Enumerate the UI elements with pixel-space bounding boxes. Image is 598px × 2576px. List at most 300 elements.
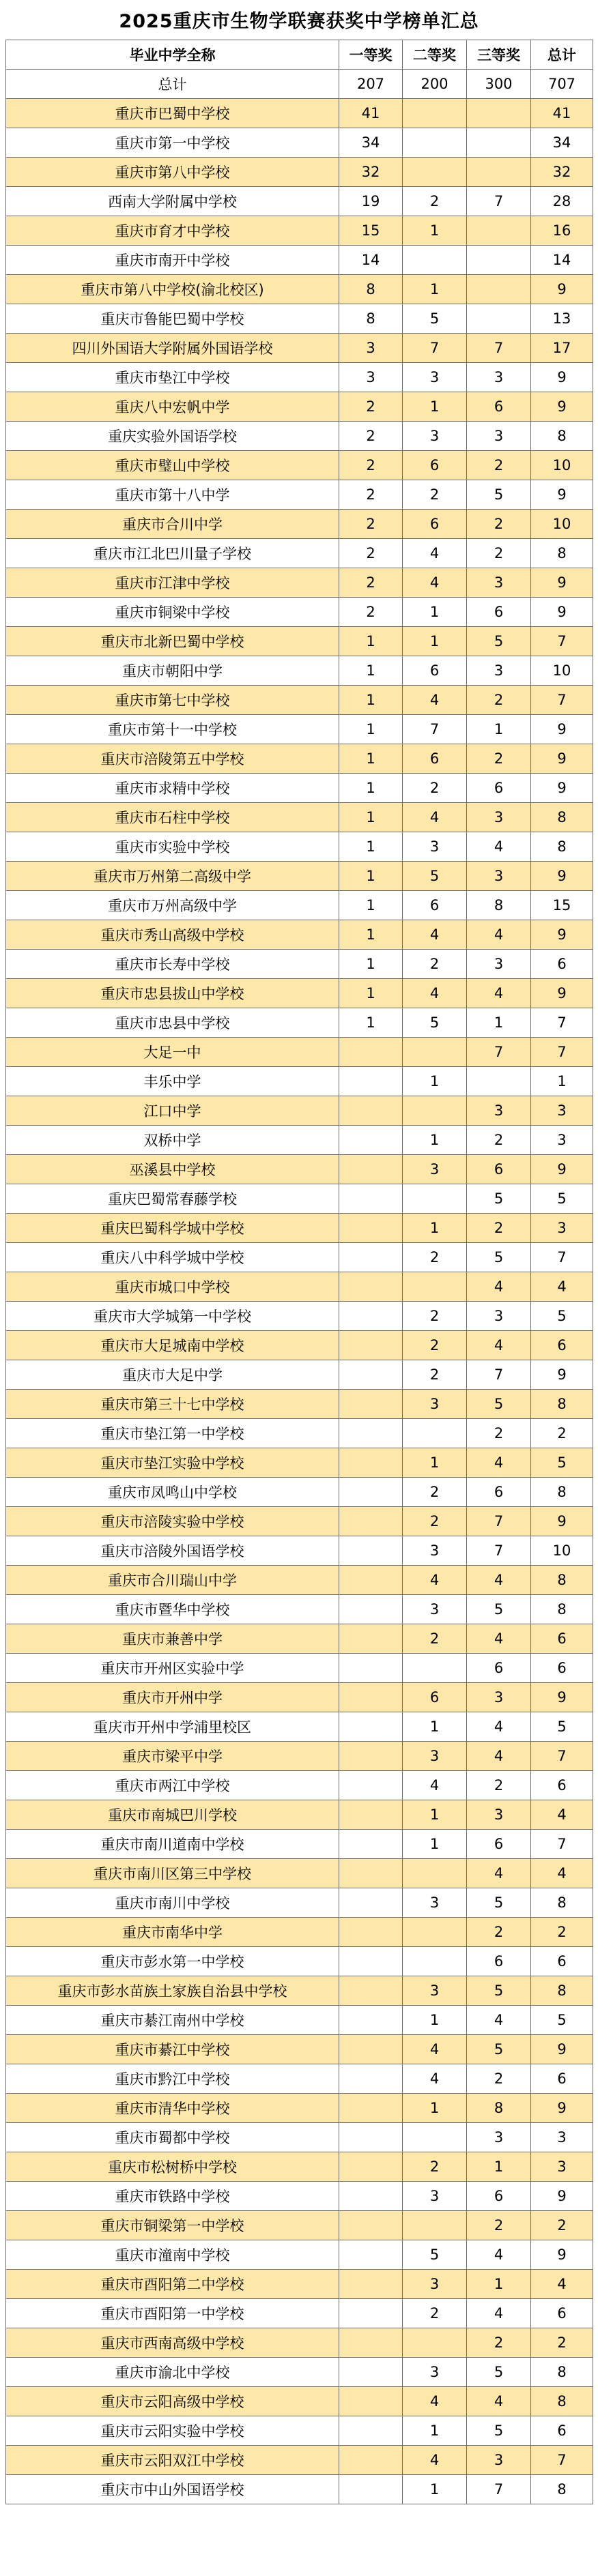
school-name: 重庆市合川中学 <box>6 510 339 539</box>
school-name: 重庆市开州区实验中学 <box>6 1654 339 1683</box>
first-prize-count <box>339 2035 403 2064</box>
second-prize-count: 4 <box>403 539 467 568</box>
third-prize-count: 2 <box>467 539 531 568</box>
third-prize-count: 2 <box>467 1771 531 1800</box>
total-count: 10 <box>531 451 593 480</box>
third-prize-count: 2 <box>467 1214 531 1243</box>
first-prize-count <box>339 2328 403 2358</box>
first-prize-count <box>339 2299 403 2328</box>
first-prize-count <box>339 2064 403 2094</box>
second-prize-count: 2 <box>403 1243 467 1272</box>
table-row <box>6 275 593 304</box>
total-count: 5 <box>531 1448 593 1478</box>
third-prize-count: 5 <box>467 1390 531 1419</box>
total-count: 28 <box>531 187 593 216</box>
school-name: 重庆市垫江实验中学校 <box>6 1448 339 1478</box>
total-count: 9 <box>531 2094 593 2123</box>
table-row <box>6 1683 593 1712</box>
first-prize-count: 2 <box>339 480 403 510</box>
third-prize-count: 5 <box>467 1595 531 1624</box>
first-prize-count: 1 <box>339 979 403 1008</box>
first-prize-count <box>339 1947 403 1976</box>
table-row <box>6 1595 593 1624</box>
table-row <box>6 568 593 598</box>
school-name: 重庆市求精中学校 <box>6 774 339 803</box>
second-prize-count: 1 <box>403 1448 467 1478</box>
total-count: 2 <box>531 2328 593 2358</box>
second-prize-count <box>403 158 467 187</box>
table-row <box>6 598 593 627</box>
total-count: 9 <box>531 480 593 510</box>
school-name: 重庆市云阳高级中学校 <box>6 2387 339 2416</box>
school-name: 重庆市铜梁第一中学校 <box>6 2211 339 2240</box>
third-prize-count <box>467 1067 531 1096</box>
third-prize-count: 6 <box>467 392 531 422</box>
table-row <box>6 1830 593 1859</box>
table-row <box>6 1184 593 1214</box>
first-prize-count: 3 <box>339 334 403 363</box>
first-prize-count <box>339 1478 403 1507</box>
total-count: 3 <box>531 2123 593 2152</box>
third-prize-count: 4 <box>467 2006 531 2035</box>
third-prize-count: 4 <box>467 1859 531 1888</box>
first-prize-count <box>339 2358 403 2387</box>
first-prize-count: 3 <box>339 363 403 392</box>
table-row <box>6 1155 593 1184</box>
total-count: 9 <box>531 1360 593 1390</box>
third-prize-count: 2 <box>467 1918 531 1947</box>
first-prize-count <box>339 1448 403 1478</box>
second-prize-count: 3 <box>403 1976 467 2006</box>
third-prize-count: 2 <box>467 2328 531 2358</box>
second-prize-count: 4 <box>403 2064 467 2094</box>
table-row <box>6 1419 593 1448</box>
school-name: 重庆市实验中学校 <box>6 832 339 862</box>
school-name: 重庆市大足中学 <box>6 1360 339 1390</box>
first-prize-count: 2 <box>339 539 403 568</box>
total-count: 9 <box>531 2240 593 2270</box>
school-name: 重庆市彭水苗族土家族自治县中学校 <box>6 1976 339 2006</box>
total-count: 2 <box>531 1419 593 1448</box>
table-row <box>6 1272 593 1302</box>
second-prize-count: 6 <box>403 1683 467 1712</box>
second-prize-count: 6 <box>403 656 467 686</box>
first-prize-count <box>339 1302 403 1331</box>
table-row <box>6 2358 593 2387</box>
third-prize-count: 5 <box>467 1243 531 1272</box>
second-prize-count: 4 <box>403 979 467 1008</box>
second-prize-count <box>403 1918 467 1947</box>
total-sum: 707 <box>531 70 593 99</box>
school-name: 重庆市蜀都中学校 <box>6 2123 339 2152</box>
total-count: 6 <box>531 1947 593 1976</box>
school-name: 重庆市渝北中学校 <box>6 2358 339 2387</box>
second-prize-count: 6 <box>403 891 467 920</box>
first-prize-count: 1 <box>339 627 403 656</box>
first-prize-count <box>339 2387 403 2416</box>
school-name: 重庆市开州中学浦里校区 <box>6 1712 339 1742</box>
second-prize-count: 3 <box>403 422 467 451</box>
third-prize-count: 2 <box>467 686 531 715</box>
second-prize-count <box>403 2123 467 2152</box>
table-row <box>6 1096 593 1126</box>
first-prize-count: 34 <box>339 128 403 158</box>
school-name: 重庆市垫江中学校 <box>6 363 339 392</box>
third-prize-count <box>467 275 531 304</box>
second-prize-count: 3 <box>403 363 467 392</box>
total-count: 14 <box>531 246 593 275</box>
third-prize-count: 1 <box>467 715 531 744</box>
table-row <box>6 187 593 216</box>
school-name: 重庆市万州第二高级中学 <box>6 862 339 891</box>
third-prize-count: 8 <box>467 2094 531 2123</box>
second-prize-count: 3 <box>403 1742 467 1771</box>
school-name: 重庆市璧山中学校 <box>6 451 339 480</box>
third-prize-count: 5 <box>467 2035 531 2064</box>
third-prize-count: 4 <box>467 1448 531 1478</box>
table-row <box>6 334 593 363</box>
total-count: 3 <box>531 1096 593 1126</box>
table-row <box>6 715 593 744</box>
table-row <box>6 1390 593 1419</box>
third-prize-count: 4 <box>467 1712 531 1742</box>
third-prize-count: 7 <box>467 334 531 363</box>
second-prize-count: 1 <box>403 1830 467 1859</box>
second-prize-count <box>403 1947 467 1976</box>
school-name: 重庆市第一中学校 <box>6 128 339 158</box>
table-row <box>6 1800 593 1830</box>
total-count: 8 <box>531 1390 593 1419</box>
first-prize-count <box>339 1067 403 1096</box>
total-count: 6 <box>531 1771 593 1800</box>
third-prize-count: 5 <box>467 1888 531 1918</box>
total-count: 8 <box>531 832 593 862</box>
award-table <box>5 40 593 2504</box>
third-prize-count: 3 <box>467 1302 531 1331</box>
first-prize-count <box>339 1155 403 1184</box>
second-prize-count: 1 <box>403 1214 467 1243</box>
third-prize-count: 3 <box>467 1683 531 1712</box>
second-prize-count: 2 <box>403 1478 467 1507</box>
third-prize-count: 7 <box>467 1038 531 1067</box>
second-prize-count <box>403 1859 467 1888</box>
total-count: 6 <box>531 2299 593 2328</box>
summary-sheet <box>5 0 593 2504</box>
table-row <box>6 2416 593 2446</box>
total-count: 3 <box>531 1126 593 1155</box>
total-count: 9 <box>531 1155 593 1184</box>
table-row <box>6 2211 593 2240</box>
total-count: 6 <box>531 1624 593 1654</box>
third-prize-count: 1 <box>467 1008 531 1038</box>
school-name: 重庆市鲁能巴蜀中学校 <box>6 304 339 334</box>
total-count: 41 <box>531 99 593 128</box>
first-prize-count <box>339 1096 403 1126</box>
total-count: 10 <box>531 510 593 539</box>
table-row <box>6 1038 593 1067</box>
total-count: 9 <box>531 862 593 891</box>
second-prize-count: 2 <box>403 1507 467 1536</box>
second-prize-count: 4 <box>403 1566 467 1595</box>
table-row <box>6 1624 593 1654</box>
first-prize-count: 2 <box>339 451 403 480</box>
table-row <box>6 1888 593 1918</box>
first-prize-count <box>339 1331 403 1360</box>
table-row <box>6 803 593 832</box>
first-prize-count: 2 <box>339 510 403 539</box>
table-row <box>6 216 593 246</box>
total-count: 6 <box>531 2064 593 2094</box>
total-count: 9 <box>531 744 593 774</box>
total-count: 13 <box>531 304 593 334</box>
table-row <box>6 1360 593 1390</box>
first-prize-count <box>339 1272 403 1302</box>
second-prize-count: 3 <box>403 1536 467 1566</box>
total-third: 300 <box>467 70 531 99</box>
school-name: 重庆市江北巴川量子学校 <box>6 539 339 568</box>
first-prize-count: 1 <box>339 774 403 803</box>
table-row <box>6 2094 593 2123</box>
total-count: 8 <box>531 422 593 451</box>
table-row <box>6 1947 593 1976</box>
total-count: 6 <box>531 1654 593 1683</box>
first-prize-count: 32 <box>339 158 403 187</box>
total-count: 7 <box>531 1830 593 1859</box>
second-prize-count: 2 <box>403 1302 467 1331</box>
total-count: 34 <box>531 128 593 158</box>
second-prize-count: 7 <box>403 715 467 744</box>
first-prize-count: 1 <box>339 656 403 686</box>
school-name: 重庆市垫江第一中学校 <box>6 1419 339 1448</box>
third-prize-count: 4 <box>467 832 531 862</box>
third-prize-count: 1 <box>467 2270 531 2299</box>
second-prize-count <box>403 1419 467 1448</box>
school-name: 重庆市涪陵第五中学校 <box>6 744 339 774</box>
third-prize-count: 4 <box>467 2299 531 2328</box>
second-prize-count <box>403 1096 467 1126</box>
school-name: 西南大学附属中学校 <box>6 187 339 216</box>
third-prize-count: 4 <box>467 2240 531 2270</box>
total-count: 9 <box>531 774 593 803</box>
second-prize-count: 2 <box>403 2152 467 2182</box>
table-row <box>6 1742 593 1771</box>
school-name: 重庆市育才中学校 <box>6 216 339 246</box>
total-count: 3 <box>531 1214 593 1243</box>
first-prize-count <box>339 2211 403 2240</box>
second-prize-count: 2 <box>403 950 467 979</box>
second-prize-count <box>403 1184 467 1214</box>
table-row <box>6 1507 593 1536</box>
second-prize-count <box>403 246 467 275</box>
table-row <box>6 979 593 1008</box>
table-row <box>6 832 593 862</box>
second-prize-count <box>403 2211 467 2240</box>
table-row <box>6 246 593 275</box>
school-name: 重庆巴蜀常春藤学校 <box>6 1184 339 1214</box>
school-name: 重庆市巴蜀中学校 <box>6 99 339 128</box>
second-prize-count: 2 <box>403 2299 467 2328</box>
third-prize-count: 4 <box>467 1566 531 1595</box>
school-name: 重庆巴蜀科学城中学校 <box>6 1214 339 1243</box>
school-name: 重庆市兼善中学 <box>6 1624 339 1654</box>
total-count: 9 <box>531 598 593 627</box>
table-row <box>6 2270 593 2299</box>
school-name: 重庆市南开中学校 <box>6 246 339 275</box>
first-prize-count: 1 <box>339 891 403 920</box>
table-row <box>6 363 593 392</box>
first-prize-count <box>339 2475 403 2504</box>
school-name: 重庆市第三十七中学校 <box>6 1390 339 1419</box>
school-name: 重庆市綦江中学校 <box>6 2035 339 2064</box>
third-prize-count: 5 <box>467 2358 531 2387</box>
third-prize-count: 3 <box>467 656 531 686</box>
first-prize-count <box>339 1507 403 1536</box>
school-name: 重庆市铜梁中学校 <box>6 598 339 627</box>
table-row <box>6 1126 593 1155</box>
third-prize-count: 8 <box>467 891 531 920</box>
total-count: 8 <box>531 2387 593 2416</box>
table-row <box>6 1243 593 1272</box>
second-prize-count: 3 <box>403 832 467 862</box>
header-third-prize: 三等奖 <box>467 40 531 70</box>
table-row <box>6 2387 593 2416</box>
second-prize-count: 1 <box>403 2416 467 2446</box>
third-prize-count: 7 <box>467 187 531 216</box>
first-prize-count <box>339 1771 403 1800</box>
total-count: 6 <box>531 950 593 979</box>
table-row <box>6 2006 593 2035</box>
table-row <box>6 627 593 656</box>
total-count: 8 <box>531 1595 593 1624</box>
total-count: 9 <box>531 715 593 744</box>
school-name: 重庆市大学城第一中学校 <box>6 1302 339 1331</box>
first-prize-count <box>339 1243 403 1272</box>
table-row <box>6 920 593 950</box>
first-prize-count: 1 <box>339 803 403 832</box>
table-row <box>6 2475 593 2504</box>
first-prize-count <box>339 1360 403 1390</box>
second-prize-count: 1 <box>403 2094 467 2123</box>
total-row <box>6 70 593 99</box>
total-count: 7 <box>531 1243 593 1272</box>
table-row <box>6 1008 593 1038</box>
school-name: 重庆市黔江中学校 <box>6 2064 339 2094</box>
total-count: 7 <box>531 1008 593 1038</box>
school-name: 重庆八中宏帆中学 <box>6 392 339 422</box>
first-prize-count <box>339 1390 403 1419</box>
second-prize-count <box>403 1272 467 1302</box>
school-name: 重庆市松树桥中学校 <box>6 2152 339 2182</box>
school-name: 巫溪县中学校 <box>6 1155 339 1184</box>
third-prize-count: 4 <box>467 979 531 1008</box>
table-row <box>6 744 593 774</box>
total-count: 9 <box>531 979 593 1008</box>
total-count: 6 <box>531 1331 593 1360</box>
second-prize-count <box>403 128 467 158</box>
first-prize-count: 41 <box>339 99 403 128</box>
third-prize-count: 6 <box>467 1947 531 1976</box>
first-prize-count <box>339 1742 403 1771</box>
second-prize-count: 1 <box>403 2006 467 2035</box>
third-prize-count: 6 <box>467 1654 531 1683</box>
first-prize-count: 1 <box>339 744 403 774</box>
school-name: 双桥中学 <box>6 1126 339 1155</box>
school-name: 重庆市万州高级中学 <box>6 891 339 920</box>
header-second-prize: 二等奖 <box>403 40 467 70</box>
table-row <box>6 2299 593 2328</box>
total-label: 总计 <box>6 70 339 99</box>
table-row <box>6 774 593 803</box>
second-prize-count: 4 <box>403 2387 467 2416</box>
table-row <box>6 1976 593 2006</box>
second-prize-count: 2 <box>403 1624 467 1654</box>
second-prize-count: 2 <box>403 187 467 216</box>
first-prize-count <box>339 1038 403 1067</box>
first-prize-count <box>339 1419 403 1448</box>
total-count: 16 <box>531 216 593 246</box>
second-prize-count: 3 <box>403 2270 467 2299</box>
total-count: 9 <box>531 275 593 304</box>
third-prize-count: 6 <box>467 2182 531 2211</box>
first-prize-count <box>339 1654 403 1683</box>
school-name: 重庆市江津中学校 <box>6 568 339 598</box>
second-prize-count <box>403 1038 467 1067</box>
first-prize-count <box>339 2152 403 2182</box>
school-name: 重庆市云阳实验中学校 <box>6 2416 339 2446</box>
third-prize-count: 4 <box>467 2387 531 2416</box>
school-name: 重庆市彭水第一中学校 <box>6 1947 339 1976</box>
table-row <box>6 686 593 715</box>
third-prize-count: 3 <box>467 568 531 598</box>
school-name: 重庆市西南高级中学校 <box>6 2328 339 2358</box>
first-prize-count <box>339 2006 403 2035</box>
total-second: 200 <box>403 70 467 99</box>
table-row <box>6 2446 593 2475</box>
second-prize-count: 1 <box>403 1800 467 1830</box>
second-prize-count: 3 <box>403 1888 467 1918</box>
second-prize-count: 4 <box>403 803 467 832</box>
school-name: 重庆市第八中学校(渝北校区) <box>6 275 339 304</box>
school-name: 重庆市第十一中学校 <box>6 715 339 744</box>
school-name: 重庆实验外国语学校 <box>6 422 339 451</box>
total-count: 8 <box>531 1478 593 1507</box>
second-prize-count: 4 <box>403 2446 467 2475</box>
first-prize-count: 1 <box>339 920 403 950</box>
second-prize-count: 2 <box>403 1360 467 1390</box>
second-prize-count: 1 <box>403 392 467 422</box>
table-row <box>6 2328 593 2358</box>
table-row <box>6 304 593 334</box>
first-prize-count <box>339 2123 403 2152</box>
first-prize-count <box>339 1712 403 1742</box>
school-name: 重庆市秀山高级中学校 <box>6 920 339 950</box>
table-row <box>6 891 593 920</box>
table-row <box>6 1448 593 1478</box>
third-prize-count: 3 <box>467 803 531 832</box>
school-name: 重庆市中山外国语学校 <box>6 2475 339 2504</box>
total-count: 10 <box>531 1536 593 1566</box>
second-prize-count: 1 <box>403 275 467 304</box>
third-prize-count: 7 <box>467 1536 531 1566</box>
first-prize-count: 14 <box>339 246 403 275</box>
first-prize-count <box>339 1830 403 1859</box>
second-prize-count: 4 <box>403 2035 467 2064</box>
total-count: 2 <box>531 2211 593 2240</box>
school-name: 重庆市暨华中学校 <box>6 1595 339 1624</box>
school-name: 丰乐中学 <box>6 1067 339 1096</box>
first-prize-count: 1 <box>339 950 403 979</box>
table-row <box>6 1331 593 1360</box>
